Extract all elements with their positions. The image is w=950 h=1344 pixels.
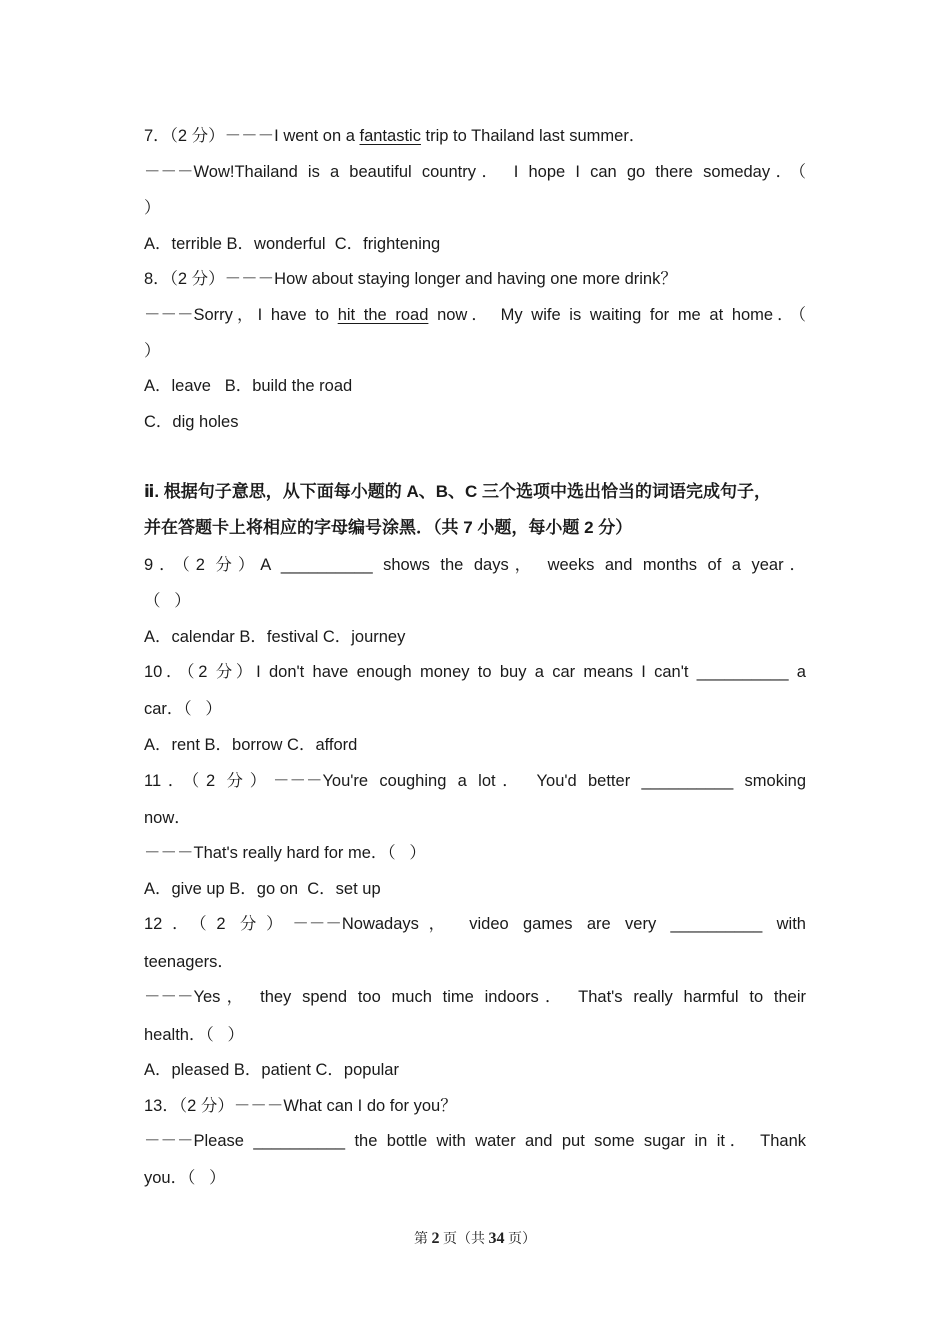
q10-stem-cont: car．（ ）	[144, 700, 222, 718]
q7-stem	[144, 125, 806, 147]
q7-options: A．terrible B．wonderful C．frightening	[144, 235, 441, 253]
q10-options: A．rent B．borrow C．afford	[144, 736, 358, 754]
q11-stem-cont: now．	[144, 809, 191, 827]
q11-reply: －－－That's really hard for me．（ ）	[144, 844, 426, 862]
q9-stem: 9．（2 分）A __________ shows the days， weeks and months of a year．	[144, 556, 806, 574]
q8-options-line2: C．dig holes	[144, 413, 239, 431]
section-heading-line2: 并在答题卡上将相应的字母编号涂黑．（共 7 小题，每小题 2 分）	[144, 518, 633, 537]
q7-underlined-word: fantastic	[359, 127, 421, 145]
q8-reply-suffix: now． My wife is waiting for me at home．（	[428, 306, 806, 324]
q12-stem: 12．（2 分）－－－Nowadays， video games are very __________ with	[144, 915, 806, 933]
footer-post: 页）	[508, 1232, 536, 1247]
page-footer	[0, 1228, 950, 1248]
footer-mid: 页（共	[443, 1232, 485, 1247]
q10-stem: 10．（2 分）I don't have enough money to buy a car means I can't __________ a	[144, 663, 806, 681]
q9-options: A．calendar B．festival C．journey	[144, 628, 406, 646]
q7-suffix: trip to Thailand last summer．	[420, 127, 646, 145]
q7-reply: －－－Wow!Thailand is a beautiful country． I hope I can go there someday．（	[144, 163, 806, 181]
q12-reply-cont: health．（ ）	[144, 1026, 244, 1044]
footer-page-number: 2	[431, 1230, 440, 1247]
q8-reply	[144, 304, 806, 326]
q11-stem: 11．（2 分）－－－You're coughing a lot． You'd better __________ smoking	[144, 772, 806, 790]
q8-reply-prefix: －－－Sorry，I have to	[144, 306, 338, 324]
q8-options-line1: A．leave B．build the road	[144, 377, 353, 395]
q12-options: A．pleased B．patient C．popular	[144, 1061, 399, 1079]
q8-underlined-phrase: hit the road	[337, 306, 429, 324]
section-heading-line1: ⅱ. 根据句子意思，从下面每小题的 A、B、C 三个选项中选出恰当的词语完成句子，	[144, 482, 772, 501]
footer-total-pages: 34	[488, 1230, 505, 1247]
q12-reply: －－－Yes， they spend too much time indoors． That's really harmful to their	[144, 988, 806, 1006]
q9-paren: （ ）	[144, 592, 191, 610]
footer-pre: 第	[414, 1232, 428, 1247]
q11-options: A．give up B．go on C．set up	[144, 880, 381, 898]
q7-paren-close: ）	[144, 199, 161, 217]
q8-paren-close: ）	[144, 342, 161, 360]
q13-stem: 13．（2 分）－－－What can I do for you？	[144, 1097, 457, 1115]
q12-stem-cont: teenagers．	[144, 953, 234, 971]
q13-reply-cont: you．（ ）	[144, 1169, 226, 1187]
q8-stem: 8．（2 分）－－－How about staying longer and having one more drink？	[144, 270, 677, 288]
q13-reply: －－－Please __________ the bottle with water and put some sugar in it． Thank	[144, 1132, 806, 1150]
q7-prefix: 7．（2 分）－－－I went on a	[144, 127, 360, 145]
